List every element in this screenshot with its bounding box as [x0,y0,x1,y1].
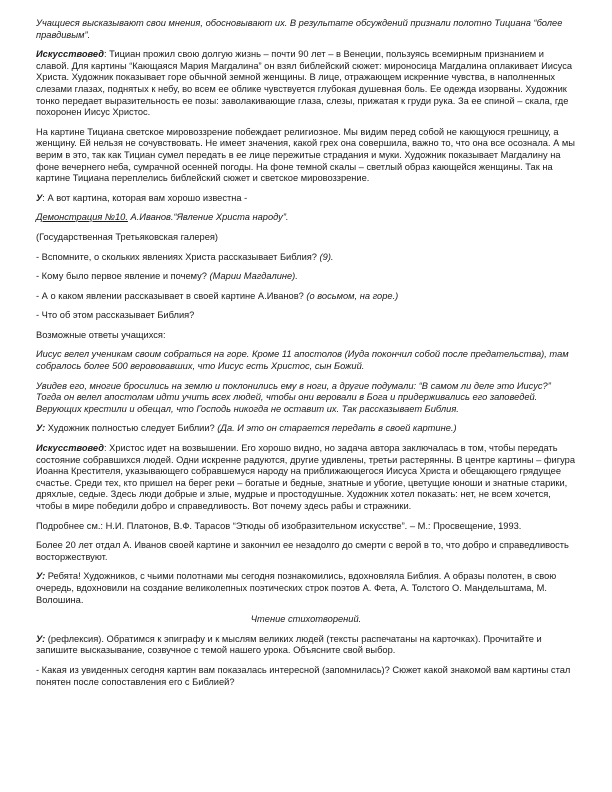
question-text: - А о каком явлении рассказывает в своей картине А.Иванов? [36,290,304,301]
question-follows-bible [36,423,576,435]
paragraph-demonstration [36,212,576,224]
question-text: - Кому было первое явление и почему? [36,271,207,282]
speaker-label: У: [36,571,46,582]
speaker-label: Искусствовед [36,49,104,60]
paragraph-text: : Христос идет на возвышении. Его хорошо видно, но задача автора заключалась в том, чтобы передать состояние собравшихся людей. Одни искренне радуются, другие удивлены, третьи растерянны. В центре картины – фигура Иоанна Крестителя, указывающего собравшемуся народу на приближающегося Иисуса Христа и обещающего грядущее счастье. Среди тех, кто пришел на берег реки – богатые и бедные, знатные и убогие, цветущие юноши и знатные старики, дряхлые, седые. Здесь люди добрые и злые, мудрые и простодушные. Художник хотел показать: нет, не всем хочется, чтобы в мире победили добро и справедливость. Вот почему здесь рабы и стражники. [36,443,576,511]
paragraph-reflection [36,634,576,657]
question-bible-tells: - Что об этом рассказывает Библия? [36,310,195,321]
answer-apostles-mission: Увидев его, многие бросились на землю и поклонились ему в ноги, а другие подумали: “В самом ли деле это Иисус?” Тогда он велел апостолам идти учить всех людей, чтобы они веровали в Бога и придерживались его заповедей. Верующих крестили и обещал, что Господь никогда не оставит их. Так рассказывает Библия. [36,380,551,414]
paragraph-text: (рефлексия). Обратимся к эпиграфу и к мыслям великих людей (тексты распечатаны на карточках). Прочитайте и запишите высказывание, созвучное с темой нашего урока. Объясните свой выбор. [36,633,542,656]
answer-mountain-gathering: Иисус велел ученикам своим собраться на горе. Кроме 11 апостолов (Иуда покончил собой после предательства), там собралось более 500 верововавших, что Иисус есть Христос, сын Божий. [36,349,569,372]
paragraph-ivanov-years: Более 20 лет отдал А. Иванов своей картине и закончил ее незадолго до смерти с верой в то, что добро и справедливость восторжествуют. [36,540,569,562]
paragraph-text: А.Иванов.“Явление Христа народу”. [127,212,289,223]
speaker-label: У: [36,633,46,644]
answer-text: (9). [316,251,334,262]
paragraph-teacher-intro [36,193,576,205]
paragraph-art-historian-titian [36,49,576,119]
paragraph-text: Ребята! Художников, с чьими полотнами мы сегодня познакомились, вдохновляла Библия. А образы полотен, в свою очередь, вдохновили на создание великолепных поэтических строк поэтов А. Фета, А. Толстого О. Мандельштама, М. Волошина. [36,571,557,605]
paragraph-text: : Тициан прожил свою долгую жизнь – почти 90 лет – в Венеции, пользуясь всемирным признанием и славой. Для картины “Кающаяся Мария Магдалина” он взял библейский сюжет: мироносица Магдалина оплакивает Иисуса Христа. Художник показывает горе обычной земной женщины. В лице, отражающем искренние чувства, в наполненных слезами глазах, поднятых к небу, во всем ее облике чувствуется глубокая душевная боль. Ее одежда изорваны. Художник тонко передает выразительность ее позы: заволакивающие глаза, слезы, прижатая к груди рука. За ее спиной – скала, где похоронен Иисус Христос. [36,49,573,118]
question-apparitions-count [36,252,576,264]
paragraph-text: : А вот картина, которая вам хорошо известна - [42,192,248,203]
paragraph-gallery: (Государственная Третьяковская галерея) [36,231,219,242]
paragraph-art-historian-ivanov [36,443,576,513]
speaker-label: У: [36,423,46,434]
answer-text: (Да. И это он старается передать в своей картине.) [214,423,457,434]
answer-text: (о восьмом, на горе.) [303,290,399,301]
question-first-apparition [36,271,576,283]
paragraph-reference: Подробнее см.: Н.И. Платонов, В.Ф. Тарасов “Этюды об изобразительном искусстве”. – М.: Просвещение, 1993. [36,520,522,531]
demonstration-link[interactable]: Демонстрация №10. [36,212,128,223]
paragraph-teacher-poets [36,571,576,606]
speaker-label: У [36,192,43,203]
question-ivanov-apparition [36,291,576,303]
speaker-label: Искусствовед [36,443,104,454]
document-page [36,18,576,696]
question-final: - Какая из увиденных сегодня картин вам показалась интересной (запомнилась)? Сюжет какой знакомой вам картины стал понятен после сопоставления его с Библией? [36,664,571,687]
heading-poetry-reading: Чтение стихотворений. [250,614,362,625]
paragraph-possible-answers: Возможные ответы учащихся: [36,329,166,340]
question-text: Художник полностью следует Библии? [45,423,215,434]
question-text: - Вспомните, о скольких явлениях Христа рассказывает Библия? [36,251,317,262]
paragraph-students-opinions: Учащиеся высказывают свои мнения, обосновывают их. В результате обсуждений признали полотно Тициана “более правдивым”. [36,18,563,40]
answer-text: (Марии Магдалине). [206,271,298,282]
paragraph-titian-worldview: На картине Тициана светское мировоззрение побеждает религиозное. Мы видим перед собой не кающуюся грешницу, а женщину. Ей нельзя не сочувствовать. Не имеет значения, какой грех она совершила, важно то, что она все осознала. А мы верим в это, так как Тициан сумел передать в ее лице пережитые страдания и муки. Художник показывает Магдалину на фоне вечернего неба, сумрачной осенней погоды. На фоне темной скалы – светлый образ кающейся женщины. Так на картине Тициана переплелись библейский сюжет и светское мировоззрение. [36,126,575,184]
